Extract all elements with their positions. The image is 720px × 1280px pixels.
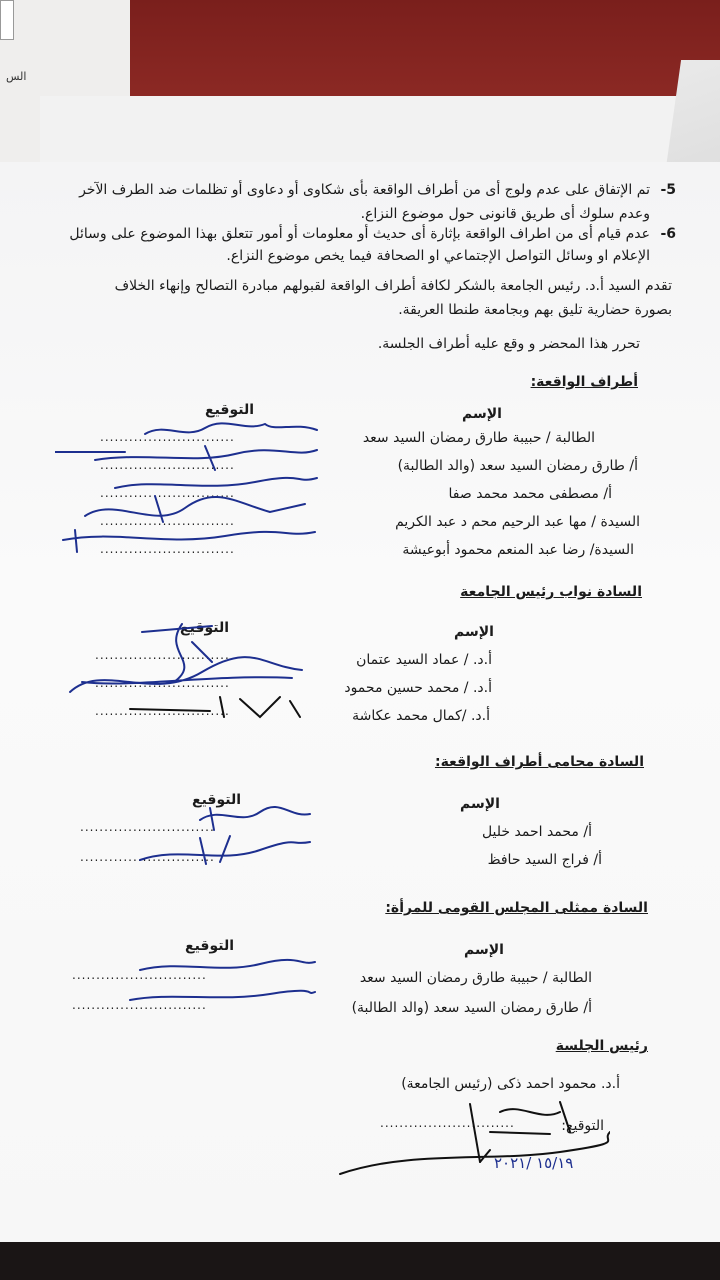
council-signatures [100,952,320,1012]
chair-signature [330,1092,610,1192]
party-sign-dots-5: ............................ [100,542,235,556]
lawyer-sign-dots-2: ............................ [80,850,215,864]
party-sign-dots-4: ............................ [100,514,235,528]
parties-name-header: الإسم [462,406,502,422]
council-sign-dots-1: ............................ [72,968,207,982]
lawyers-signatures [120,802,320,872]
parties-sign-header: التوقيع [205,402,254,418]
council-sign-dots-2: ............................ [72,998,207,1012]
parties-heading: أطراف الواقعة: [530,374,638,390]
party-sign-dots-3: ............................ [100,486,235,500]
item-6-line2: الإعلام او وسائل التواصل الإجتماعي او الصحافة فيما يخص موضوع النزاع. [226,248,650,264]
lawyer-name-2: أ/ فراج السيد حافظ [487,852,602,868]
deputy-signature-3 [120,687,320,727]
lawyer-name-1: أ/ محمد احمد خليل [481,824,592,840]
background-maroon-surface [120,0,720,110]
council-name-header: الإسم [464,942,504,958]
item-5-line1: تم الإتفاق على عدم ولوج أى من أطراف الواقعة بأى شكاوى أو دعاوى أو تظلمات ضد الطرف الآخر [79,182,650,198]
party-name-3: أ/ مصطفى محمد محمد صفا [448,486,612,502]
chair-heading: رئيس الجلسة [555,1038,648,1054]
council-sign-header: التوقيع [185,938,234,954]
deputies-name-header: الإسم [454,624,494,640]
deputy-sign-dots-3: ............................ [95,704,230,718]
party-name-1: الطالبة / حبيبة طارق رمضان السيد سعد [362,430,595,446]
lawyer-sign-dots-1: ............................ [80,820,215,834]
deputy-sign-dots-1: ............................ [95,648,230,662]
item-5-line2: وعدم سلوك أى طريق قانونى حول موضوع النزاع. [360,206,650,222]
party-name-4: السيدة / مها عبد الرحيم محم د عبد الكريم [395,514,640,530]
chair-name: أ.د. محمود احمد ذكى (رئيس الجامعة) [401,1076,620,1092]
deputy-name-1: أ.د. / عماد السيد عتمان [356,652,492,668]
council-name-1: الطالبة / حبيبة طارق رمضان السيد سعد [359,970,592,986]
closing-statement: تحرر هذا المحضر و وقع عليه أطراف الجلسة. [377,336,640,352]
party-sign-dots-2: ............................ [100,458,235,472]
deputies-sign-header: التوقيع [180,620,229,636]
council-heading: السادة ممثلى المجلس القومى للمرأة: [385,900,648,916]
thanks-line1: تقدم السيد أ.د. رئيس الجامعة بالشكر لكافة أطراف الواقعة لقبولهم مبادرة التصالح وإنهاء الخلاف [114,278,672,294]
deputy-sign-dots-2: ............................ [95,676,230,690]
deputy-name-2: أ.د. / محمد حسين محمود [344,680,492,696]
chair-signature-date: ١٥/١٩ /٢٠٢١ [494,1154,574,1172]
item-6-line1: عدم قيام أى من اطراف الواقعة بإثارة أى حديث أو معلومات أو أمور تتعلق بهذا الموضوع على وسائل [69,226,650,242]
document-page [0,162,720,1242]
background-box [0,0,14,40]
background-page-text: الس [6,70,27,83]
item-6-number: 6- [660,226,676,242]
council-name-2: أ/ طارق رمضان السيد سعد (والد الطالبة) [351,1000,592,1016]
item-5-number: 5- [660,182,676,198]
party-sign-dots-1: ............................ [100,430,235,444]
party-name-5: السيدة/ رضا عبد المنعم محمود أبوعيشة [402,542,634,558]
chair-sign-dots: ............................ [380,1116,515,1130]
deputies-heading: السادة نواب رئيس الجامعة [460,584,642,600]
lawyers-sign-header: التوقيع [192,792,241,808]
chair-sign-label: التوقيع: [561,1118,604,1134]
party-name-2: أ/ طارق رمضان السيد سعد (والد الطالبة) [397,458,638,474]
lawyers-name-header: الإسم [460,796,500,812]
lawyers-heading: السادة محامى أطراف الواقعة: [434,754,644,770]
parties-signatures [55,412,325,562]
thanks-line2: بصورة حضارية تليق بهم وبجامعة طنطا العريقة. [398,302,672,318]
deputy-name-3: أ.د. /كمال محمد عكاشة [352,708,490,724]
